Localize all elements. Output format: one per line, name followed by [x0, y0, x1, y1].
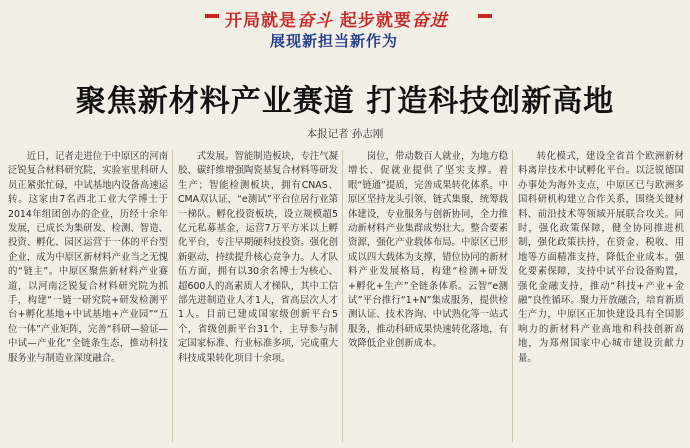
article-column-3	[348, 150, 508, 446]
column-divider	[512, 150, 513, 442]
slogan-part-2: 起步就要	[333, 11, 412, 31]
column-divider	[172, 150, 173, 442]
article-headline: 聚焦新材料产业赛道 打造科技创新高地	[75, 84, 615, 119]
slogan-highlight-1: 奋斗	[297, 11, 333, 31]
article-column-1	[8, 150, 168, 446]
slogan-part-1: 开局就是	[225, 11, 297, 31]
column-2-text: 式发展。智能制造板块，专注气凝胶、碳纤维增强陶瓷基复合材料等研发生产；智能检测板块，拥有CNAS、CMA双认证，“e测试”平台位居行业第一梯队。孵化投资板块，设立规模超5亿元私募基金，运营7万平方米以上孵化平台，专注早期硬科技投资。强化创新驱动，持续提升核心竞争力。人才队伍方面，拥有以30余名博士为核心、超600人的高素质人才梯队，其中工信部先进制造业人才1人，省高层次人才1人。目前已建成国家级创新平台5个，省级创新平台31个，主导参与制定国家标准、行业标准多项，完成重大科技成果转化项目十余项。	[178, 151, 338, 364]
masthead-banner	[0, 0, 690, 60]
article-column-4	[518, 150, 684, 446]
column-divider	[342, 150, 343, 442]
column-4-text: 转化模式，建设全省首个欧洲新材料离岸技术中试孵化平台。以泛锐德国办事处为海外支点，中原区已与欧洲多国科研机构建立合作关系，围绕关键材料、前沿技术等领域开展联合攻关。同时，强化政策保障，健全协同推进机制，强化政策扶持，在资金、税收、用地等方面精准支持，降低企业成本。强化要素保障，支持中试平台设备购置，强化金融支持，推动“科技+产业+金融”良性循环。聚力开放融合，培育新质生产力，中原区正加快建设具有全国影响力的新材料产业高地和科技创新高地，为郑州国家中心城市建设贡献力量。	[518, 151, 684, 364]
column-3-text: 岗位，带动数百人就业，为地方稳增长、促就业提供了坚实支撑。着眼“链通”提质，完善成果转化体系。中原区坚持龙头引领、链式集聚，统筹载体建设，专业服务与创新协同，全力推动新材料产业集群成势壮大。整合要素资源，强化产业载体布局。中原区已形成以四大载体为支撑，错位协同的新材料产业发展格局，构建“检测+研发+孵化+生产”全链条体系。云智“e测试”平台推行“1+N”集成服务，提供检测认证、技术咨询、中试熟化等一站式服务，推动科研成果快速转化落地，有效降低企业创新成本。	[348, 151, 508, 350]
slogan-highlight-2: 奋进	[411, 11, 448, 31]
article-column-2	[178, 150, 338, 446]
banner-subtitle: 展现新担当新作为	[270, 32, 399, 50]
banner-ornament-right	[478, 14, 492, 18]
article-byline: 本报记者 孙志刚	[306, 128, 384, 140]
column-1-text: 近日，记者走进位于中原区的河南泛锐复合材料研究院，实验室里科研人员正紧张忙碌，中试基地内设备高速运转。这家由7名西北工业大学博士于2014年组团创办的企业，历经十余年发展，已成长为集研发、检测、智造、投资、孵化、园区运营于一体的平台型企业，成为中原区新材料产业当之无愧的“链主”。中原区聚焦新材料产业赛道，以河南泛锐复合材料研究院为抓手，构建“一链一研究院+研发检测平台+孵化基地+中试基地+产业园”“五位一体”产业矩阵，完善“科研—验证—中试—产业化”全链条生态，推动科技服务业与制造业深度融合。	[8, 151, 168, 364]
banner-ornament-left	[205, 14, 219, 18]
banner-slogan	[225, 6, 525, 31]
